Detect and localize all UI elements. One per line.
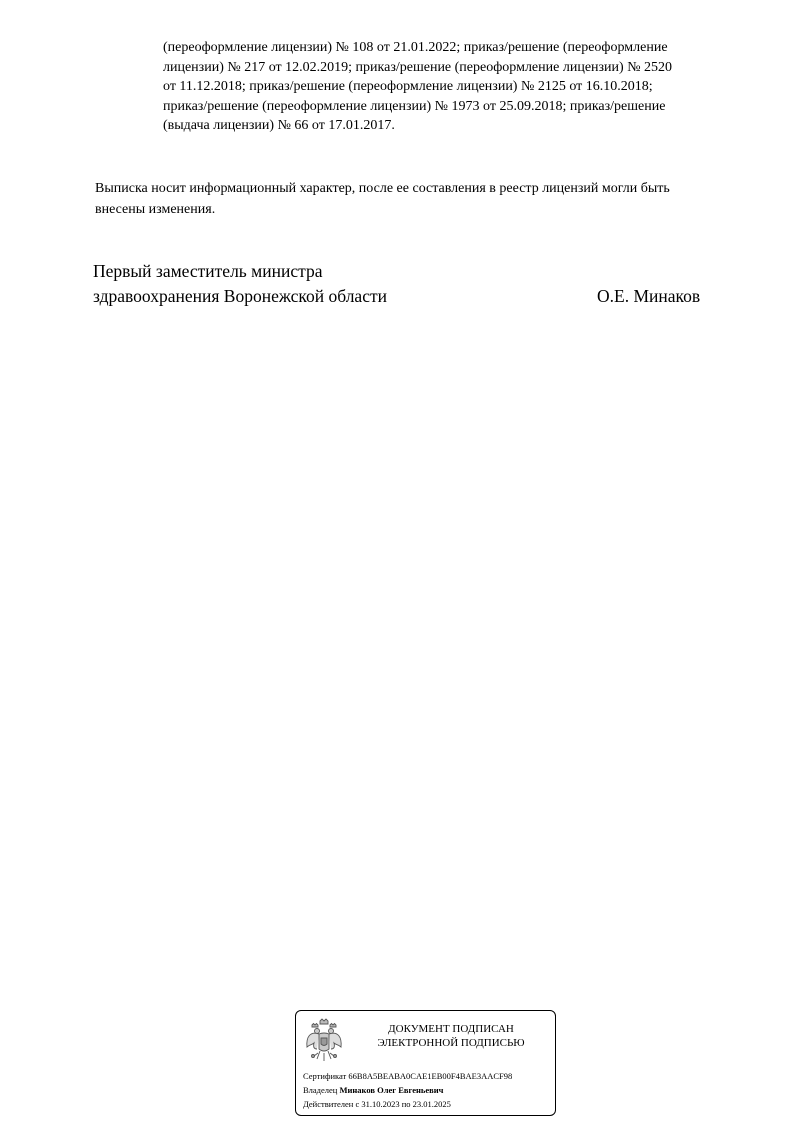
stamp-title	[356, 1022, 546, 1050]
history-line: лицензии) № 217 от 12.02.2019; приказ/решение (переоформление лицензии) № 2520	[163, 59, 673, 75]
stamp-title-line: ЭЛЕКТРОННОЙ ПОДПИСЬЮ	[377, 1037, 525, 1049]
certificate-row	[303, 1069, 512, 1083]
electronic-signature-stamp	[295, 1010, 556, 1116]
note-line: Выписка носит информационный характер, после ее составления в реестр лицензий могли быть	[95, 181, 670, 196]
license-history-continuation	[163, 38, 763, 136]
certificate-label: Сертификат	[303, 1071, 347, 1081]
owner-label: Владелец	[303, 1085, 338, 1095]
informational-note	[95, 178, 765, 220]
russian-coat-of-arms-icon	[304, 1017, 344, 1065]
signatory-position: Первый заместитель министра	[93, 261, 323, 281]
signatory-position: здравоохранения Воронежской области	[93, 286, 387, 306]
certificate-value: 66B8A5BEABA0CAE1EB00F4BAE3AACF98	[348, 1071, 513, 1081]
stamp-title-line: ДОКУМЕНТ ПОДПИСАН	[388, 1023, 514, 1035]
history-line: приказ/решение (переоформление лицензии) № 1973 от 25.09.2018; приказ/решение	[163, 98, 666, 114]
history-line: (выдача лицензии) № 66 от 17.01.2017.	[163, 118, 395, 133]
validity-row: Действителен с 31.10.2023 по 23.01.2025	[303, 1099, 451, 1109]
note-line: внесены изменения.	[95, 202, 216, 217]
signature-block	[93, 259, 733, 309]
owner-row	[303, 1083, 512, 1097]
signatory-name: О.Е. Минаков	[597, 286, 701, 306]
history-line: от 11.12.2018; приказ/решение (переоформление лицензии) № 2125 от 16.10.2018;	[163, 79, 653, 94]
stamp-details	[303, 1069, 512, 1111]
owner-value: Минаков Олег Евгеньевич	[339, 1085, 444, 1095]
history-line: (переоформление лицензии) № 108 от 21.01.2022; приказ/решение (переоформление	[163, 40, 668, 55]
